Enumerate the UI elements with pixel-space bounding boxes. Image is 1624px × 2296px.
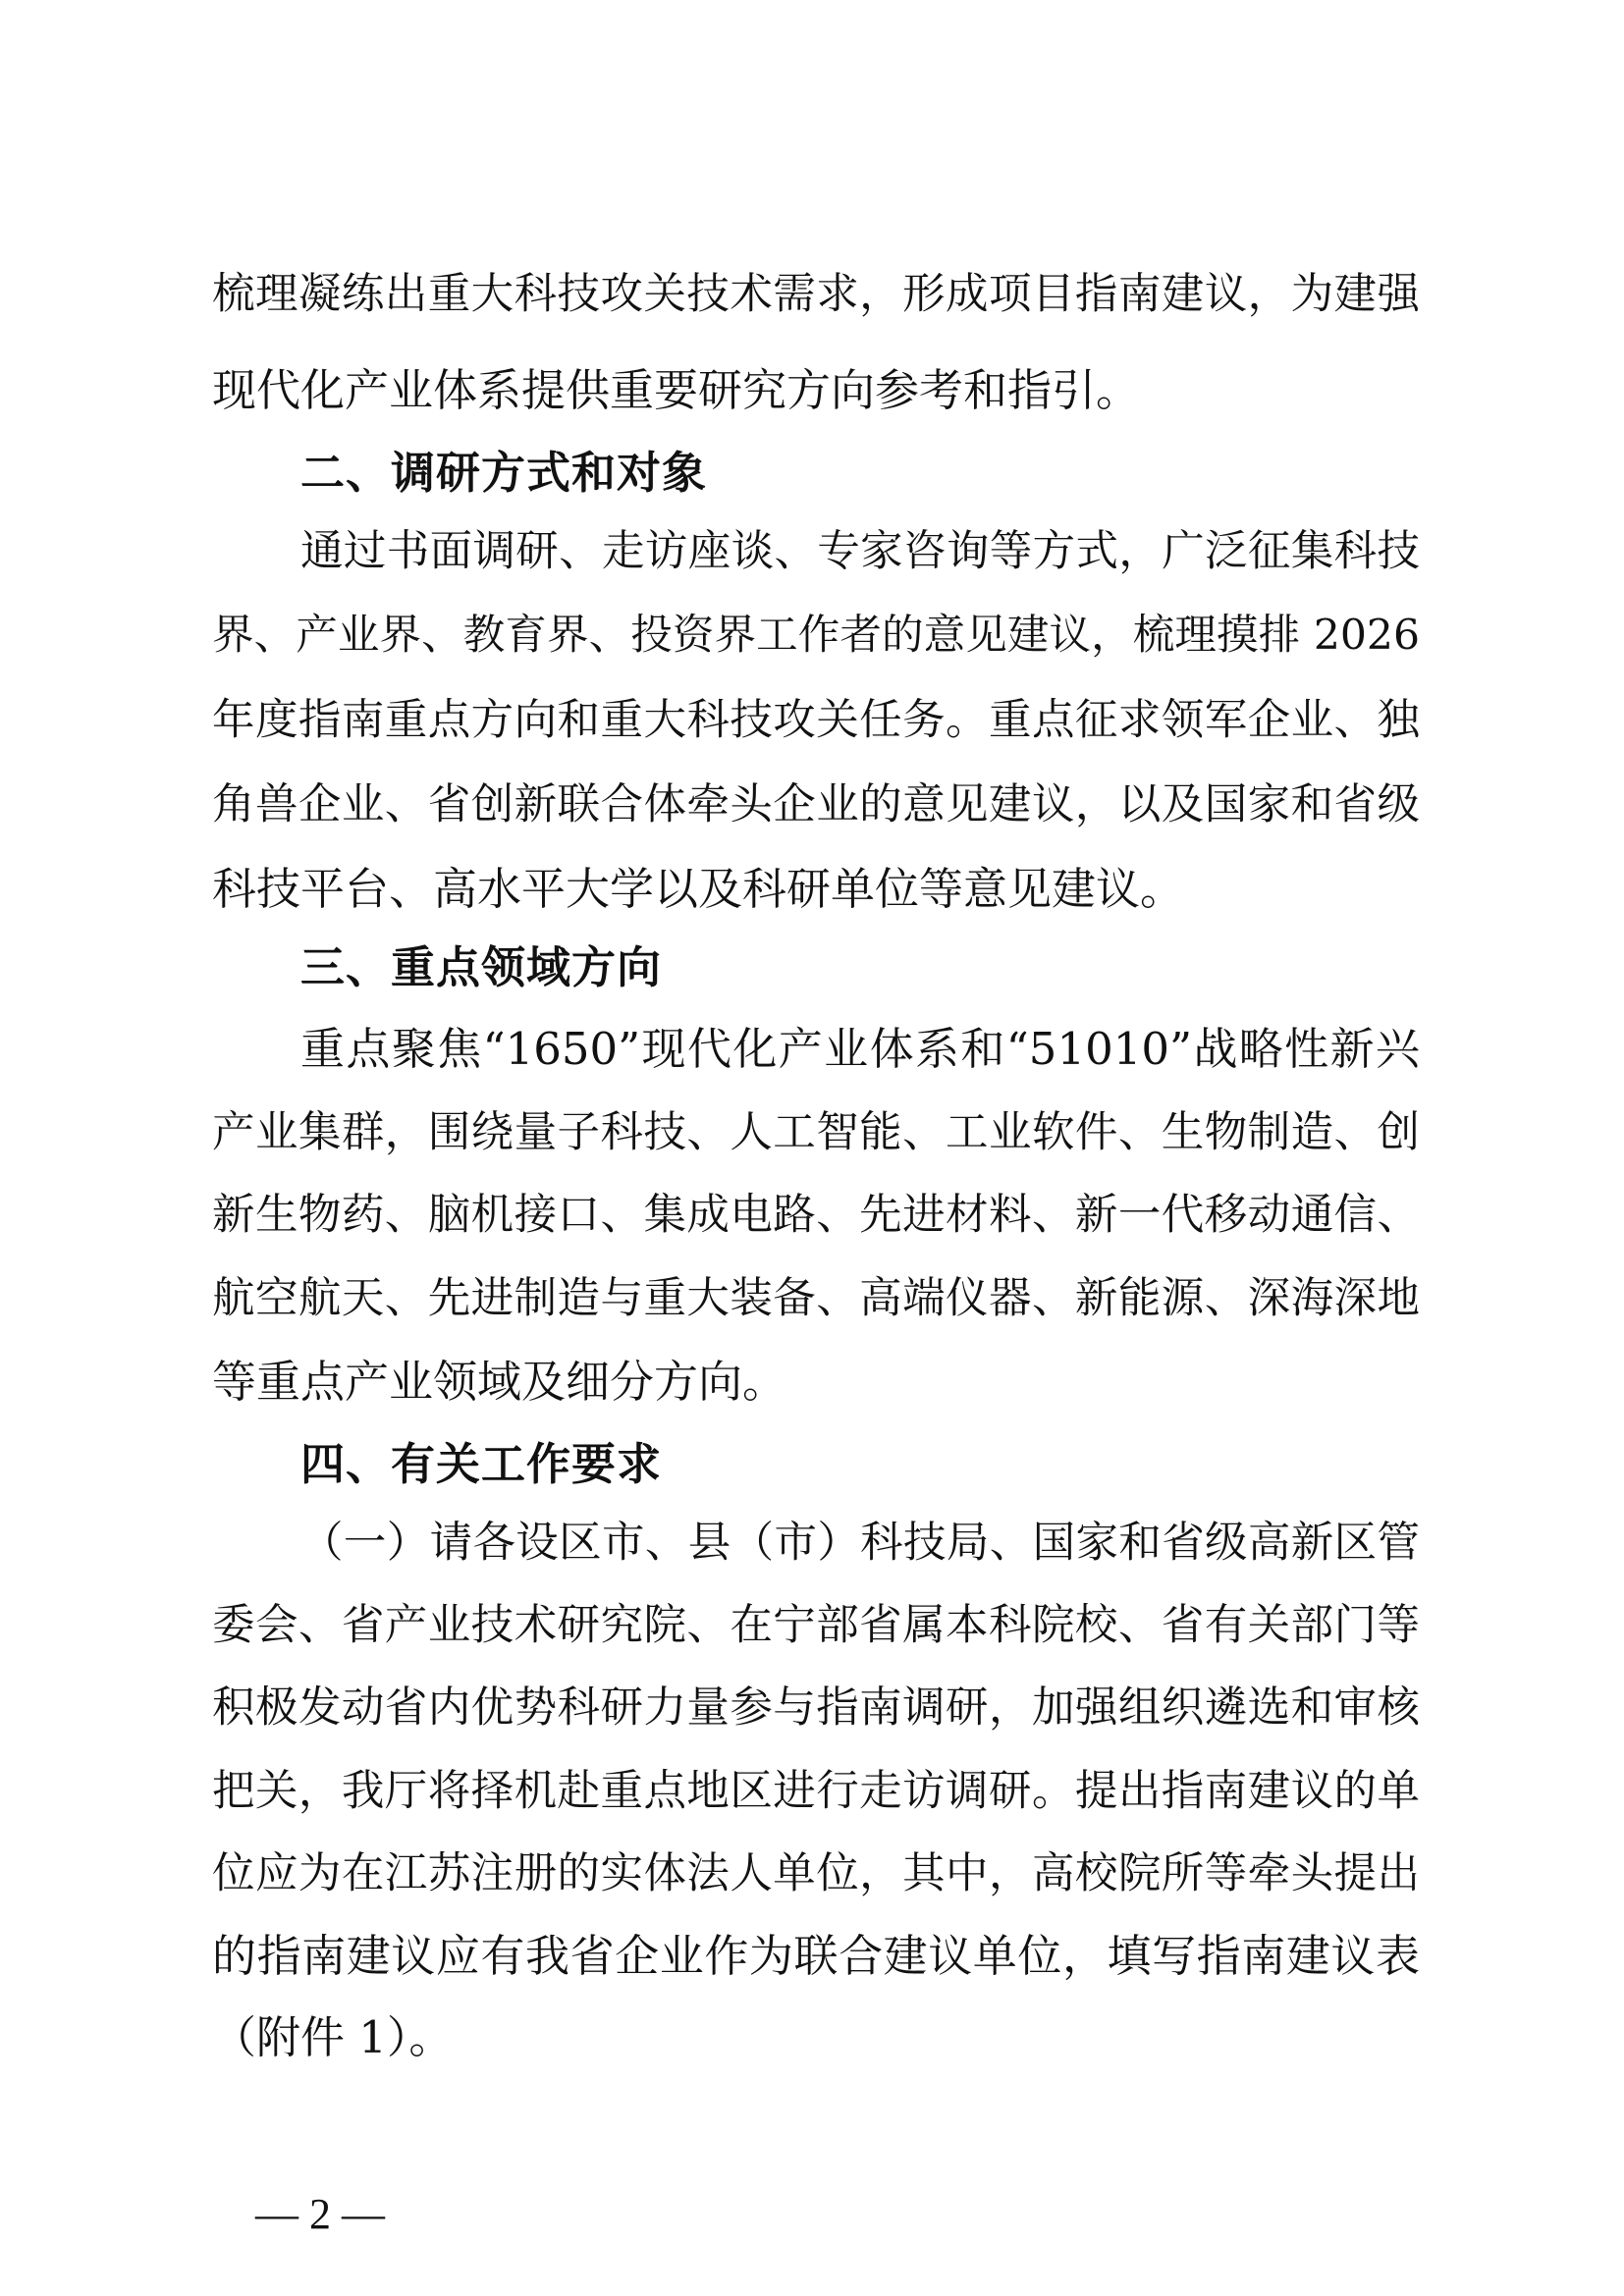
section4-line-4: 把关，我厅将择机赴重点地区进行走访调研。提出指南建议的单: [212, 1767, 1420, 1816]
section3-line-4: 航空航天、先进制造与重大装备、高端仪器、新能源、深海深地: [212, 1274, 1420, 1323]
section4-line-5: 位应为在江苏注册的实体法人单位，其中，高校院所等牵头提出: [212, 1849, 1420, 1898]
section-heading-4: 四、有关工作要求: [300, 1438, 663, 1490]
page-number: — 2 —: [255, 2190, 385, 2238]
section4-line-7: （附件 1）。: [212, 2011, 454, 2063]
section2-line-3: 年度指南重点方向和重大科技攻关任务。重点征求领军企业、独: [212, 696, 1420, 745]
section2-line-1: 通过书面调研、走访座谈、专家咨询等方式，广泛征集科技: [300, 527, 1420, 576]
section4-line-1: （一）请各设区市、县（市）科技局、国家和省级高新区管: [300, 1519, 1420, 1568]
intro-line-2: 现代化产业体系提供重要研究方向参考和指引。: [212, 364, 1141, 416]
section4-line-6: 的指南建议应有我省企业作为联合建议单位，填写指南建议表: [212, 1930, 1420, 1982]
intro-line-1: 梳理凝练出重大科技攻关技术需求，形成项目指南建议，为建强: [212, 270, 1420, 319]
section4-line-2: 委会、省产业技术研究院、在宁部省属本科院校、省有关部门等: [212, 1601, 1420, 1650]
section2-line-4: 角兽企业、省创新联合体牵头企业的意见建议，以及国家和省级: [212, 780, 1420, 829]
section3-line-5: 等重点产业领域及细分方向。: [212, 1356, 787, 1408]
section3-line-1: 重点聚焦“1650”现代化产业体系和“51010”战略性新兴: [300, 1023, 1420, 1075]
section4-line-3: 积极发动省内优势科研力量参与指南调研，加强组织遴选和审核: [212, 1683, 1420, 1733]
section-heading-2: 二、调研方式和对象: [300, 447, 708, 499]
section-heading-3: 三、重点领域方向: [300, 941, 663, 993]
section2-line-5: 科技平台、高水平大学以及科研单位等意见建议。: [212, 863, 1185, 915]
section2-line-2: 界、产业界、教育界、投资界工作者的意见建议，梳理摸排 2026: [212, 612, 1420, 660]
section3-line-2: 产业集群，围绕量子科技、人工智能、工业软件、生物制造、创: [212, 1108, 1420, 1157]
section3-line-3: 新生物药、脑机接口、集成电路、先进材料、新一代移动通信、: [212, 1191, 1420, 1240]
